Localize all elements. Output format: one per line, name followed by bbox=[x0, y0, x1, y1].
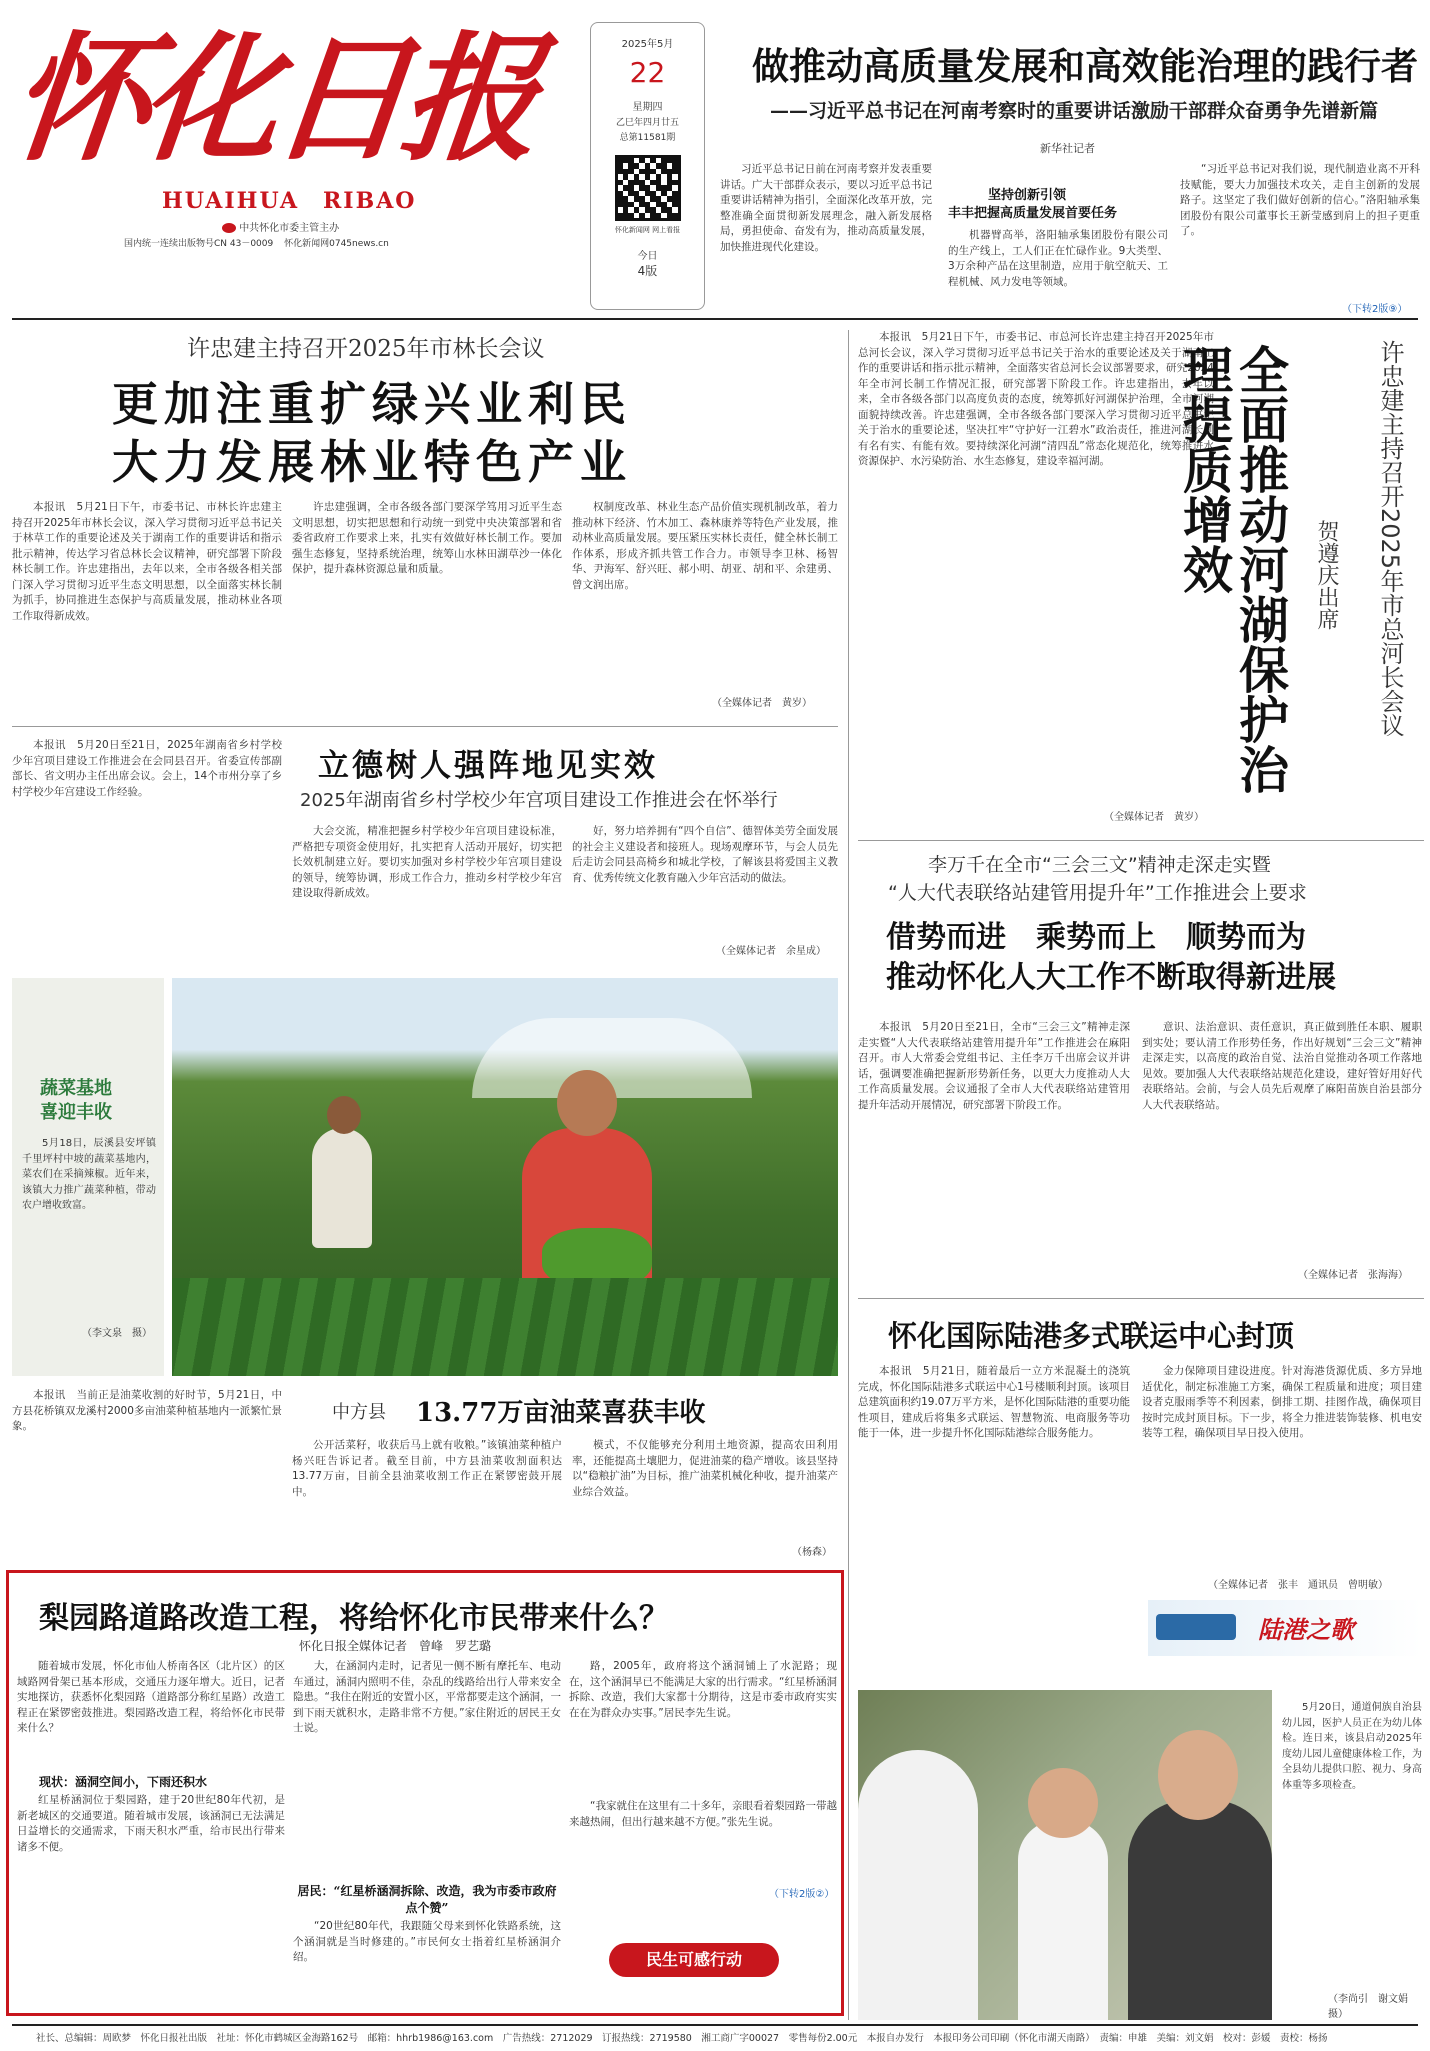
child-shape bbox=[1018, 1820, 1108, 2020]
road-col2: 大，在涵洞内走时，记者见一侧不断有摩托车、电动车通过，涵洞内照明不佳，杂乱的线路给出行人带来安全隐患。“我住在附近的安置小区，平常都要走这个涵洞，一到下雨天就积水，走路非常不方便。”家住附近的居民王女士说。 bbox=[293, 1660, 561, 1734]
cn-number: 国内统一连续出版物号CN 43－0009 bbox=[124, 239, 274, 249]
lunar-date: 乙巳年四月廿五 bbox=[615, 118, 679, 128]
lead-col3: “习近平总书记对我们说，现代制造业离不开科技赋能，要大力加强技术攻关，走自主创新的发展路子。这坚定了我们做好创新的信心。”洛阳轴承集团股份有限公司董事长王新莹感到肩上的担子更重了。 bbox=[1180, 163, 1420, 237]
rape-col1: 本报讯 当前正是油菜收割的好时节，5月21日，中方县花桥镇双龙溪村2000多亩油菜种植基地内一派繁忙景象。 bbox=[12, 1389, 282, 1432]
sponsor-line bbox=[222, 219, 339, 234]
port-title: 怀化国际陆港多式联运中心封顶 bbox=[888, 1319, 1295, 1353]
road-col1: 随着城市发展，怀化市仙人桥南各区（北片区）的区域路网骨架已基本形成，交通压力逐年增大。近日，记者实地探访，获悉怀化梨园路（道路部分称红星路）改造工程正在紧锣密鼓推进。梨园路改造工程，将给怀化市民带来什么？ bbox=[17, 1660, 285, 1734]
river-article bbox=[858, 330, 1424, 830]
forestry-title2: 大力发展林业特色产业 bbox=[112, 435, 632, 489]
today-label: 今日 bbox=[637, 251, 658, 262]
masthead bbox=[3, 14, 580, 249]
farmer-woman-head bbox=[557, 1070, 617, 1136]
npc-article bbox=[858, 850, 1424, 1290]
npc-kicker2: “人大代表联络站建管用提升年”工作推进会上要求 bbox=[888, 882, 1307, 904]
river-vice: 贺遵庆出席 bbox=[1314, 520, 1339, 630]
rule-3 bbox=[858, 1298, 1424, 1299]
kid-block bbox=[858, 1690, 1424, 2020]
child-head bbox=[1028, 1768, 1098, 1838]
lead-title: 做推动高质量发展和高效能治理的践行者 bbox=[752, 44, 1418, 88]
top-rule bbox=[12, 318, 1418, 320]
rape-col2: 公开活菜籽，收获后马上就有收粮。”该镇油菜种植户杨兴旺告诉记者。截至目前，中方县油菜收割面积达13.77万亩，目前全县油菜收割工作正在紧锣密鼓开展中。 bbox=[292, 1439, 562, 1498]
forestry-col3: 权制度改革、林业生态产品价值实现机制改革，着力推动林下经济、竹木加工、森林康养等特色产业发展，推动林业高质量发展。要压紧压实林长责任，健全林长制工作体系，形成齐抓共管工作合力。市领导李卫林、杨智华、尹海军、舒兴旺、郝小明、胡亚、胡和平、余建勇、曾文润出席。 bbox=[572, 501, 838, 591]
veg-caption-title1: 蔬菜基地 bbox=[40, 1078, 112, 1099]
lead-byline: 新华社记者 bbox=[1040, 142, 1095, 155]
pages-count: 4版 bbox=[637, 264, 658, 278]
qr-caption: 怀化新闻网 网上看报 bbox=[614, 226, 681, 234]
lead-story bbox=[720, 22, 1420, 315]
veg-photo bbox=[172, 978, 838, 1376]
lead-subtitle: ——习近平总书记在河南考察时的重要讲话激励干部群众奋勇争先谱新篇 bbox=[770, 100, 1379, 122]
road-col3b: “我家就住在这里有二十多年，亲眼看着梨园路一带越来越热闹，但出行越来越不方便。”张先生说。 bbox=[569, 1800, 837, 1828]
rape-byline: （杨森） bbox=[792, 1547, 832, 1558]
rule-1 bbox=[12, 726, 838, 727]
kid-caption: 5月20日，通道侗族自治县幼儿园，医护人员正在为幼儿体检。连日来，该县启动2025年度幼儿园儿童健康体检工作，为全县幼儿提供口腔、视力、身高体重等多项检查。 bbox=[1282, 1702, 1422, 1791]
column-divider bbox=[848, 330, 849, 2020]
port-col1: 本报讯 5月21日，随着最后一立方米混凝土的浇筑完成，怀化国际陆港多式联运中心1号楼顺利封顶。该项目总建筑面积约19.07万平方米，是怀化国际陆港的重要功能性项目，建成后将集多式联运、智慧物流、电商服务等功能于一体，进一步提升怀化国际陆港综合服务能力。 bbox=[858, 1365, 1130, 1439]
river-byline: （全媒体记者 黄岁） bbox=[1104, 812, 1204, 823]
road-byline: 怀化日报全媒体记者 曾峰 罗艺璐 bbox=[299, 1639, 492, 1653]
port-article bbox=[858, 1310, 1424, 1682]
year-month: 2025年5月 bbox=[621, 39, 674, 50]
road-sub1: 现状：涵洞空间小，下雨还积水 bbox=[39, 1775, 208, 1789]
road-col3: 路，2005年，政府将这个涵洞铺上了水泥路；现在，这个涵洞早已不能满足大家的出行需求。“红星桥涵洞拆除、改造，我们大家都十分期待，这是市委市政府实实在在为群众办实事。”居民李先生说。 bbox=[569, 1660, 837, 1719]
forestry-title1: 更加注重扩绿兴业利民 bbox=[112, 377, 632, 431]
npc-col1: 本报讯 5月20日至21日，全市“三会三文”精神走深走实暨“人大代表联络站建管用提升年”工作推进会在麻阳召开。市人大常委会党组书记、主任李万千出席会议并讲话，强调要准确把握新形势新任务，以更大力度推动人大工作高质量发展。会议通报了全市人大代表联络站建管用提升年活动开展情况，研究部署下阶段工作。 bbox=[858, 1021, 1130, 1111]
doctor-head bbox=[1158, 1730, 1238, 1820]
masthead-title: 怀化日报 bbox=[3, 17, 541, 180]
river-kicker: 许忠建主持召开2025年市总河长会议 bbox=[1376, 340, 1404, 738]
school-title: 立德树人强阵地见实效 bbox=[318, 748, 658, 784]
school-col1: 本报讯 5月20日至21日，2025年湖南省乡村学校少年宫项目建设工作推进会在会同县召开。省委宣传部副部长、省文明办主任出席会议。会上，14个市州分享了乡村学校少年宫建设工作经验。 bbox=[12, 739, 282, 798]
road-badge bbox=[609, 1943, 779, 1977]
port-col2: 金力保障项目建设进度。针对海港货源优质、多方异地适优化，制定标准施工方案，确保工程质量和进度；项目建设者克服雨季等不利因素，倒排工期、挂图作战，确保项目按时完成封顶目标。下一步，将全力推进装饰装修、机电安装等工程，确保项目早日投入使用。 bbox=[1142, 1365, 1422, 1439]
issue-number: 总第11581期 bbox=[619, 133, 676, 143]
school-article bbox=[12, 738, 838, 968]
weekday: 星期四 bbox=[632, 102, 663, 113]
party-emblem-icon bbox=[222, 223, 236, 233]
road-title: 梨园路道路改造工程，将给怀化市民带来什么？ bbox=[39, 1601, 669, 1636]
cn-line bbox=[124, 236, 389, 249]
nurse-shape bbox=[858, 1750, 978, 2020]
kid-photo bbox=[858, 1690, 1272, 2020]
npc-title2: 推动怀化人大工作不断取得新进展 bbox=[886, 960, 1336, 995]
port-badge-train-icon bbox=[1156, 1614, 1236, 1640]
kid-photo-byline: （李尚引 谢文娟 摄） bbox=[1328, 1994, 1418, 2020]
day: 22 bbox=[629, 56, 666, 89]
rape-col3: 模式，不仅能够充分利用土地资源，提高农田利用率，还能提高土壤肥力，促进油菜的稳产增收。该县坚持以“稳粮扩油”为目标，推广油菜机械化种收，提升油菜产业综合效益。 bbox=[572, 1439, 838, 1498]
forestry-byline: （全媒体记者 黄岁） bbox=[712, 698, 812, 709]
forestry-col2: 许忠建强调，全市各级各部门要深学笃用习近平生态文明思想，切实把思想和行动统一到党中央决策部署和省委省政府工作要求上来，扎实有效做好林长制工作。要加强生态修复，坚持系统治理，统筹山水林田湖草沙一体化保护，提升森林资源总量和质量。 bbox=[292, 501, 562, 575]
school-col3: 好，努力培养拥有“四个自信”、德智体美劳全面发展的社会主义建设者和接班人。现场观摩环节，与会人员先后走访会同县高椅乡和城北学校，了解该县将爱国主义教育、优秀传统文化教育融入少年宫活动的做法。 bbox=[572, 825, 838, 884]
doctor-shape bbox=[1128, 1800, 1272, 2020]
school-byline: （全媒体记者 余星成） bbox=[716, 946, 826, 957]
veg-caption-title2: 喜迎丰收 bbox=[40, 1102, 112, 1123]
npc-byline: （全媒体记者 张海海） bbox=[1298, 1270, 1408, 1281]
lead-col1: 习近平总书记日前在河南考察并发表重要讲话。广大干部群众表示，要以习近平总书记重要讲话精神为指引，全面深化改革开放，完整准确全面贯彻新发展理念，融入新发展格局，勇担使命、奋发有为，推动高质量发展，加快推进现代化建设。 bbox=[720, 163, 932, 253]
port-badge bbox=[1148, 1600, 1422, 1656]
road-col1b: 红星桥涵洞位于梨园路，建于20世纪80年代初，是新老城区的交通要道。随着城市发展，该涵洞已无法满足日益增长的交通需求，下雨天积水严重，给市民出行带来诸多不便。 bbox=[17, 1794, 285, 1853]
school-subtitle: 2025年湖南省乡村学校少年宫项目建设工作推进会在怀举行 bbox=[300, 790, 778, 811]
lead-sub1: 坚持创新引领 bbox=[988, 188, 1067, 203]
qr-code[interactable] bbox=[615, 155, 681, 221]
port-byline: （全媒体记者 张丰 通讯员 曾明敏） bbox=[1208, 1580, 1388, 1591]
veg-block bbox=[12, 978, 838, 1376]
road-col2b: “20世纪80年代，我跟随父母来到怀化铁路系统，这个涵洞就是当时修建的。”市民何女士指着红星桥涵洞介绍。 bbox=[293, 1920, 561, 1963]
npc-title1: 借势而进 乘势而上 顺势而为 bbox=[886, 920, 1306, 955]
lead-jump[interactable]: （下转2版⑨） bbox=[1342, 304, 1408, 315]
sponsor: 中共怀化市委主管主办 bbox=[239, 223, 340, 234]
lead-sub2: 丰丰把握高质量发展首要任务 bbox=[948, 206, 1118, 221]
rule-2 bbox=[858, 840, 1424, 841]
farmer-man-head bbox=[327, 1096, 361, 1134]
footer-rule bbox=[12, 2024, 1418, 2026]
farmer-man-shape bbox=[312, 1128, 372, 1248]
road-sub2: 居民：“红星桥涵洞拆除、改造，我为市委市政府点个赞” bbox=[297, 1884, 557, 1915]
masthead-pinyin: HUAIHUA RIBAO bbox=[162, 188, 417, 214]
road-jump[interactable]: （下转2版②） bbox=[769, 1889, 835, 1900]
forestry-col1: 本报讯 5月21日下午，市委书记、市林长许忠建主持召开2025年市林长会议，深入学习贯彻习近平总书记关于林草工作的重要论述及关于湖南工作的重要讲话和指示批示精神，传达学习省总林长会议精神，研究部署下阶段林长制工作。许忠建指出，去年以来，全市各级各相关部门深入学习贯彻习近平生态文明思想，以全面落实林长制为抓手，协同推进生态保护与高质量发展，推动林业各项工作取得新成效。 bbox=[12, 501, 282, 622]
road-badge-text: 民生可感行动 bbox=[645, 1950, 742, 1969]
port-badge-text: 陆港之歌 bbox=[1258, 1615, 1354, 1644]
rape-article bbox=[12, 1388, 838, 1563]
rape-title: 13.77万亩油菜喜获丰收 bbox=[416, 1398, 706, 1428]
river-title: 全面推动河湖保护治理提质增效 bbox=[1175, 344, 1290, 794]
plants-foreground bbox=[172, 1278, 838, 1376]
npc-kicker1: 李万千在全市“三会三文”精神走深走实暨 bbox=[928, 854, 1271, 876]
rape-kicker: 中方县 bbox=[332, 1402, 386, 1423]
school-col2: 大会交流，精准把握乡村学校少年宫项目建设标准，严格把专项资金使用好，扎实把育人活动开展好，切实把长效机制建立好。要切实加强对乡村学校少年宫项目建设的领导，统筹协调，形成工作合力，推动乡村学校少年宫建设取得新成效。 bbox=[292, 825, 562, 899]
date-block bbox=[590, 22, 705, 310]
npc-col2: 意识、法治意识、责任意识，真正做到胜任本职、履职到实处；要认清工作形势任务，作出好规划“三会三文”精神走深走实，以高度的政治自觉、法治自觉推动各项工作落地见效。要加强人大代表联络站规范化建设，建好管好用好代表联络站。会前，与会人员先后观摩了麻阳苗族自治县部分人大代表联络站。 bbox=[1142, 1021, 1422, 1111]
river-body: 本报讯 5月21日下午，市委书记、市总河长许忠建主持召开2025年市总河长会议，深入学习贯彻习近平总书记关于治水的重要论述及关于湖南工作的重要讲话和指示批示精神，全面落实省总河长会议部署要求，研究2024年全市河长制工作情况汇报，研究部署下阶段工作。许忠建指出，去年以来，全市各级各部门以高度负责的态度，统筹抓好河湖保护治理，全市河湖面貌持续改善。许忠建强调，全市各级各部门要深入学习贯彻习近平总书记关于治水的重要论述，坚决扛牢“守护好一江碧水”政治责任，推进河湖长制有名有实、有能有效。要持续深化河湖“清四乱”常态化规范化，统筹推进水资源保护、水污染防治、水生态修复，建设幸福河湖。 bbox=[858, 331, 1214, 467]
forestry-article bbox=[12, 330, 838, 720]
lead-col2: 机器臂高举，洛阳轴承集团股份有限公司的生产线上，工人们正在忙碌作业。9大类型、3万余种产品在这里制造，应用于航空航天、工程机械、风力发电等领域。 bbox=[948, 229, 1168, 288]
veg-photo-byline: （李文泉 摄） bbox=[82, 1328, 152, 1339]
footer: 社长、总编辑：周欧梦 怀化日报社出版 社址：怀化市鹤城区金海路162号 邮箱：hhrb1986@163.com 广告热线：2712029 订报热线：2719580 湘工商广字00027 零售每份2.00元 本报自办发行 本报印务公司印刷（怀化市湖天南路） 责编：申雄 美编：刘文娟 校对：彭媛 责校：杨扬 bbox=[36, 2033, 1328, 2044]
veg-caption: 5月18日，辰溪县安坪镇千里坪村中坡的蔬菜基地内，菜农们在采摘辣椒。近年来，该镇大力推广蔬菜种植，带动农户增收致富。 bbox=[22, 1138, 156, 1211]
road-article bbox=[6, 1570, 844, 2016]
web-address: 怀化新闻网0745news.cn bbox=[284, 239, 389, 249]
forestry-kicker: 许忠建主持召开2025年市林长会议 bbox=[187, 336, 545, 362]
